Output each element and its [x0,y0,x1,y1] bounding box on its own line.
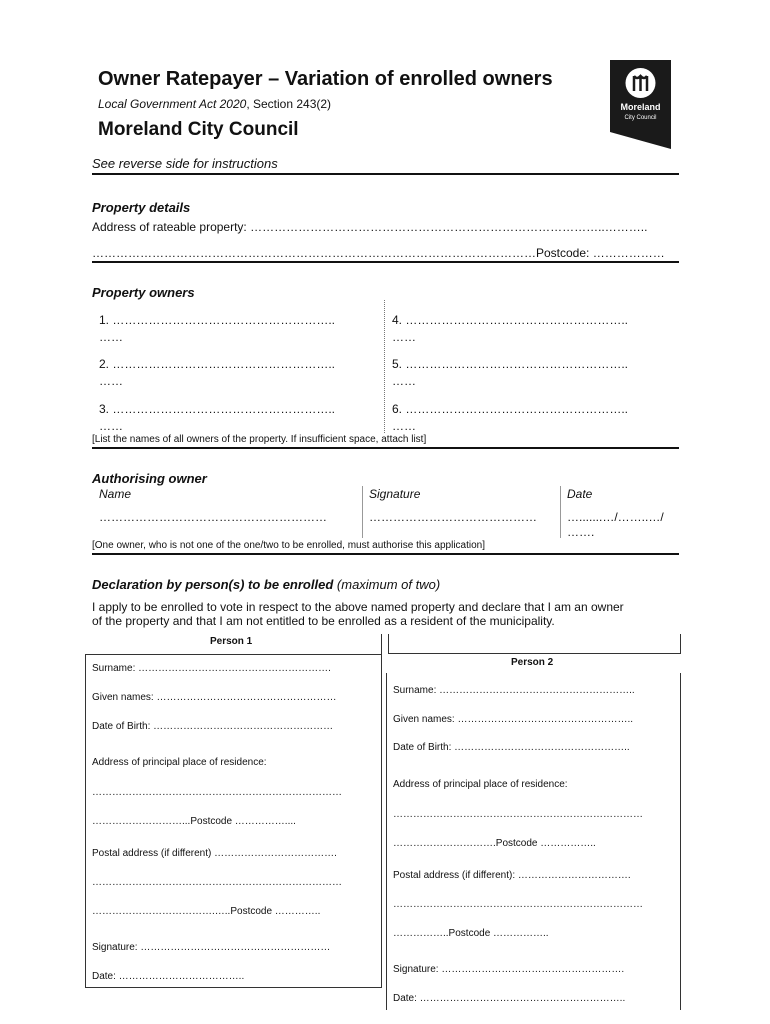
person1-surname-field[interactable]: Surname: …………………………………………………. [92,663,331,674]
person2-left-stub [388,634,389,654]
legislation-reference [98,97,331,111]
owners-column-divider [384,300,385,433]
person2-title: Person 2 [511,657,554,668]
declaration-heading-suffix: (maximum of two) [336,577,441,592]
person2-postcode-field[interactable]: ………………………….Postcode …………….. [393,838,596,849]
owners-divider [92,447,679,449]
owner-2-field-cont: …… [99,374,123,388]
person1-dob-field[interactable]: Date of Birth: ……………………………………………… [92,721,334,732]
person2-dob-field[interactable]: Date of Birth: …………………………………………….. [393,742,630,753]
person1-right-border [381,634,382,988]
authorising-owner-heading: Authorising owner [92,471,207,486]
auth-name-label: Name [99,487,132,501]
person1-postal-address-field-2[interactable]: ………………………………………………………………… [92,877,342,888]
person2-left-border [386,673,387,1010]
auth-name-field[interactable]: ………………………………………………… [99,510,327,524]
declaration-heading: Declaration by person(s) to be enrolled [92,577,334,592]
person1-postal-address-field[interactable]: Postal address (if different) ………………………………. [92,848,337,859]
owner-3-field[interactable]: 3. ……………………………………………….. [99,402,336,416]
header-divider [92,173,679,175]
authorising-note: [One owner, who is not one of the one/two to be enrolled, must authorise this application] [92,540,486,551]
declaration-text-2: of the property and that I am not entitled to be enrolled as a resident of the municipality. [92,614,555,628]
person1-date-field[interactable]: Date: ……………………………….. [92,971,245,982]
form-title: Owner Ratepayer – Variation of enrolled owners [98,68,553,90]
property-details-heading: Property details [92,200,191,215]
address-field[interactable]: Address of rateable property: ……………………………………………………………………………..……….. [92,220,648,234]
owner-1-field[interactable]: 1. ……………………………………………….. [99,313,336,327]
auth-date-label: Date [567,487,593,501]
moreland-logo [610,60,671,149]
person2-given-names-field[interactable]: Given names: …………………………………………….. [393,714,634,725]
auth-signature-field[interactable]: …………………………………… [369,510,537,524]
auth-divider-2 [560,486,561,538]
auth-date-field[interactable]: ….......…/……..…/ [567,510,664,524]
owner-5-field-cont: …… [392,374,416,388]
council-name: Moreland City Council [98,119,299,140]
declaration-text-1: I apply to be enrolled to vote in respect to the above named property and declare that I am an owner [92,600,624,614]
person1-bottom-border [85,987,382,988]
auth-signature-label: Signature [369,487,421,501]
person1-postcode-field[interactable]: ………………………...Postcode …………….... [92,816,296,827]
person2-date-field[interactable]: Date: …………………………………………………….. [393,993,626,1004]
owner-2-field[interactable]: 2. ……………………………………………….. [99,357,336,371]
person1-left-border [85,654,86,988]
logo-text-moreland: Moreland [620,102,661,112]
address-postcode-field[interactable]: …………………………………………………………………………………………………Postcode: ……………… [92,246,665,260]
section-ref: , Section 243(2) [246,97,332,111]
property-owners-heading: Property owners [92,285,195,300]
person2-address-field[interactable]: ………………………………………………………………… [393,809,643,820]
person2-postal-address-field[interactable]: Postal address (if different): ……………………………. [393,870,631,881]
owner-6-field[interactable]: 6. ……………………………………………….. [392,402,629,416]
owner-4-field-cont: …… [392,330,416,344]
auth-divider-1 [362,486,363,538]
person1-title: Person 1 [210,636,253,647]
auth-date-field-cont: ……. [567,525,595,539]
owner-6-field-cont: …… [392,419,416,433]
person2-address-label: Address of principal place of residence: [393,779,568,790]
person2-postal-address-field-2[interactable]: ………………………………………………………………… [393,899,643,910]
person2-right-border [680,673,681,1010]
act-name: Local Government Act 2020 [98,97,247,111]
owner-4-field[interactable]: 4. ……………………………………………….. [392,313,629,327]
person1-address-label: Address of principal place of residence: [92,757,267,768]
person2-signature-field[interactable]: Signature: ………………………………………………. [393,964,625,975]
person1-address-field[interactable]: ………………………………………………………………… [92,787,342,798]
owner-1-field-cont: …… [99,330,123,344]
person2-surname-field[interactable]: Surname: ………………………………………………….. [393,685,635,696]
property-divider [92,261,679,263]
logo-text-city-council: City Council [624,115,657,121]
owner-5-field[interactable]: 5. ……………………………………………….. [392,357,629,371]
person1-postal-postcode-field[interactable]: ……………………………….…..Postcode ………….. [92,906,321,917]
instructions-note: See reverse side for instructions [92,156,278,171]
owners-note: [List the names of all owners of the property. If insufficient space, attach list] [92,434,427,445]
person1-given-names-field[interactable]: Given names: ……………………………………………… [92,692,337,703]
person2-right-stub [680,634,681,654]
authorising-divider [92,553,679,555]
person1-top-border [85,654,381,655]
person2-top-border [388,653,680,654]
person1-signature-field[interactable]: Signature: ………………………………………………… [92,942,331,953]
owner-3-field-cont: …… [99,419,123,433]
person2-postal-postcode-field[interactable]: ……………..Postcode …………….. [393,928,549,939]
declaration-heading-row [92,577,440,592]
